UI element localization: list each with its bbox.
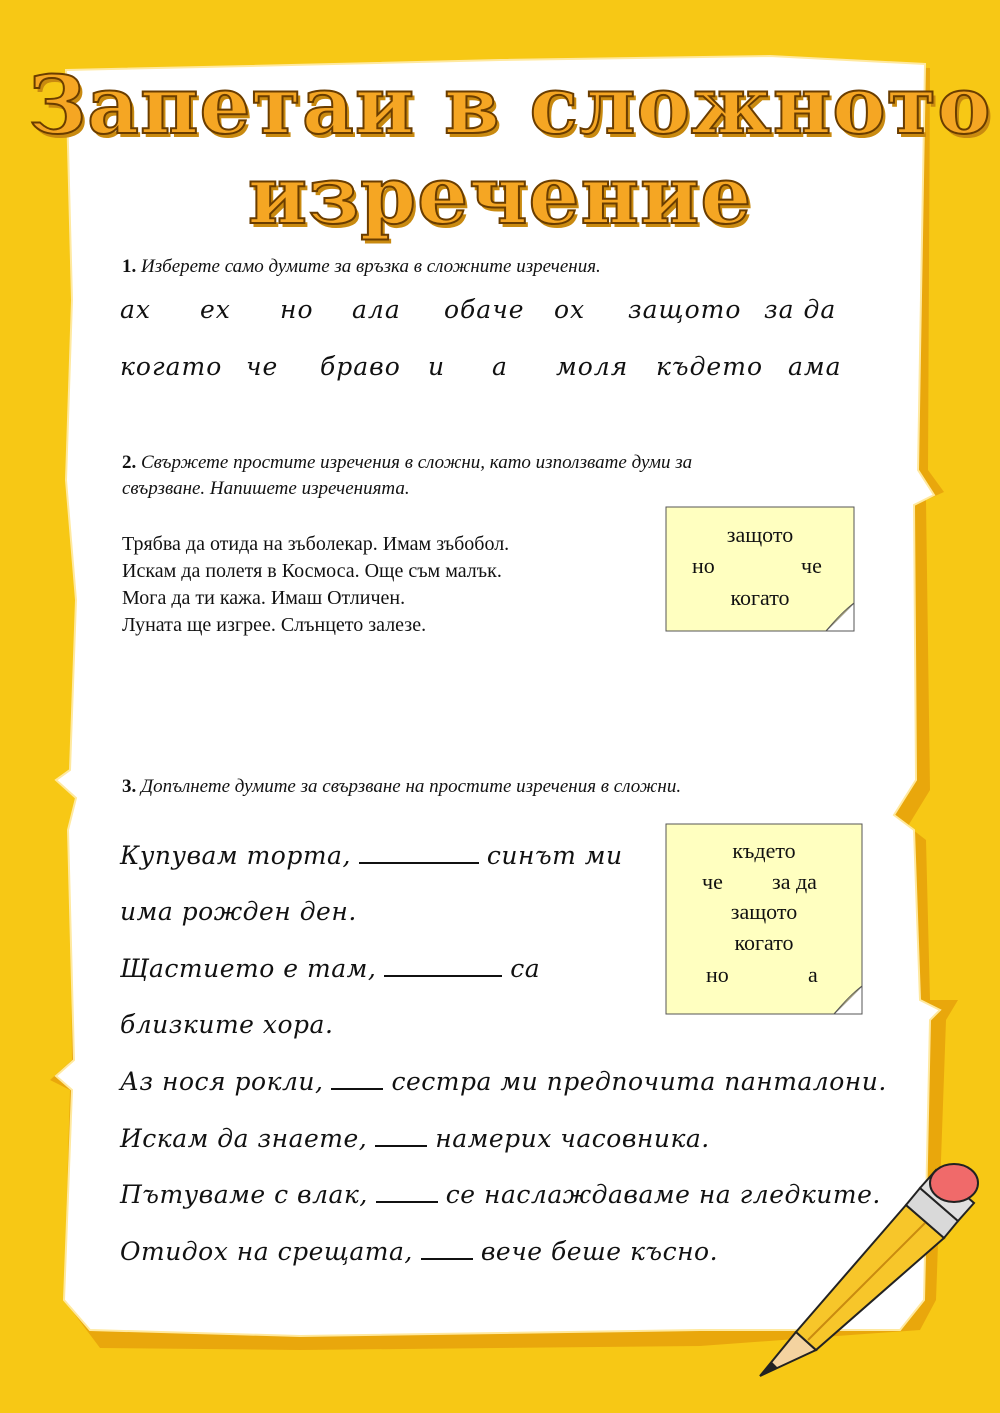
note2-word-1: защото — [726, 522, 794, 547]
blank-1[interactable] — [359, 840, 479, 864]
blank-6[interactable] — [421, 1236, 473, 1260]
line6-part-b: намерих часовника. — [435, 1124, 710, 1153]
sentence-1: Трябва да отида на зъболекар. Имам зъбобол. — [122, 533, 510, 555]
blank-4[interactable] — [375, 1123, 427, 1147]
word-r2-8[interactable]: ама — [788, 352, 842, 381]
word-r1-2[interactable]: ех — [200, 295, 231, 324]
task1-instruction — [122, 254, 601, 280]
title-line-1: Запетаи в сложното — [28, 58, 992, 152]
task2-text-2: свързване. Напишете изреченията. — [122, 478, 410, 499]
word-r1-7[interactable]: защото — [628, 295, 742, 324]
word-r2-1[interactable]: когато — [120, 352, 223, 381]
word-r1-1[interactable]: ах — [120, 295, 152, 324]
word-r1-5[interactable]: обаче — [444, 295, 525, 324]
line7-part-b: се наслаждаваме на гледките. — [445, 1180, 881, 1209]
exercise-line-7 — [120, 1179, 881, 1209]
sentence-4: Луната ще изгрее. Слънцето залезе. — [122, 614, 427, 636]
task3-text: Допълнете думите за свързване на простите изречения в сложни. — [141, 776, 682, 797]
line8-part-b: вече беше късно. — [480, 1237, 719, 1266]
line1-part-b: синът ми — [486, 841, 623, 870]
line6-part-a: Искам да знаете, — [120, 1124, 368, 1153]
word-r1-8[interactable]: за да — [764, 295, 837, 324]
line7-part-a: Пътуваме с влак, — [120, 1180, 368, 1209]
exercise-line-8 — [120, 1236, 718, 1266]
word-r2-3[interactable]: браво — [320, 352, 401, 381]
exercise-line-6 — [120, 1123, 710, 1153]
note3-word-3: за да — [772, 869, 817, 894]
exercise-line-4 — [120, 1010, 333, 1039]
blank-3[interactable] — [331, 1066, 383, 1090]
word-r2-6[interactable]: моля — [556, 352, 629, 381]
note3-word-7: а — [808, 962, 818, 987]
exercise-line-5 — [120, 1066, 887, 1096]
sentence-3: Мога да ти кажа. Имаш Отличен. — [122, 587, 406, 609]
note2-word-4: когато — [730, 585, 790, 610]
line8-part-a: Отидох на срещата, — [120, 1237, 413, 1266]
line1-part-a: Купувам торта, — [120, 841, 351, 870]
word-r2-5[interactable]: а — [492, 352, 508, 381]
task3-number: 3. — [122, 776, 137, 797]
task2-text-1: Свържете простите изречения в сложни, като използвате думи за — [141, 452, 693, 473]
word-r2-2[interactable]: че — [246, 352, 279, 381]
note2-word-2: но — [692, 553, 715, 578]
exercise-line-2 — [120, 897, 357, 926]
task2-instruction — [122, 450, 692, 502]
task1-text: Изберете само думите за връзка в сложните изречения. — [141, 256, 601, 277]
note3-word-5: когато — [734, 930, 794, 955]
word-r1-3[interactable]: но — [280, 295, 314, 324]
line5-part-b: сестра ми предпочита панталони. — [391, 1067, 887, 1096]
blank-5[interactable] — [376, 1179, 438, 1203]
line4-part-a: близките хора. — [120, 1010, 334, 1039]
note2-word-3: че — [801, 553, 822, 578]
task1-number: 1. — [122, 256, 137, 277]
line3-part-b: са — [510, 954, 541, 983]
word-r2-7[interactable]: където — [656, 352, 763, 381]
task2-sentences — [122, 531, 509, 639]
note3-word-6: но — [706, 962, 729, 987]
word-r2-4[interactable]: и — [428, 352, 446, 381]
sentence-2: Искам да полетя в Космоса. Още съм малък. — [122, 560, 502, 582]
line2-part-a: има рожден ден. — [120, 897, 357, 926]
exercise-line-1 — [120, 840, 623, 870]
blank-2[interactable] — [384, 953, 502, 977]
word-r1-4[interactable]: ала — [352, 295, 401, 324]
exercise-line-3 — [120, 953, 540, 983]
note3-word-4: защото — [730, 899, 798, 924]
line5-part-a: Аз нося рокли, — [120, 1067, 324, 1096]
task2-number: 2. — [122, 452, 137, 473]
title-line-2: изречение — [247, 148, 753, 242]
note3-word-1: където — [732, 838, 796, 863]
line3-part-a: Щастието е там, — [120, 954, 377, 983]
word-r1-6[interactable]: ох — [554, 295, 586, 324]
task3-instruction — [122, 774, 681, 800]
note3-word-2: че — [702, 869, 723, 894]
